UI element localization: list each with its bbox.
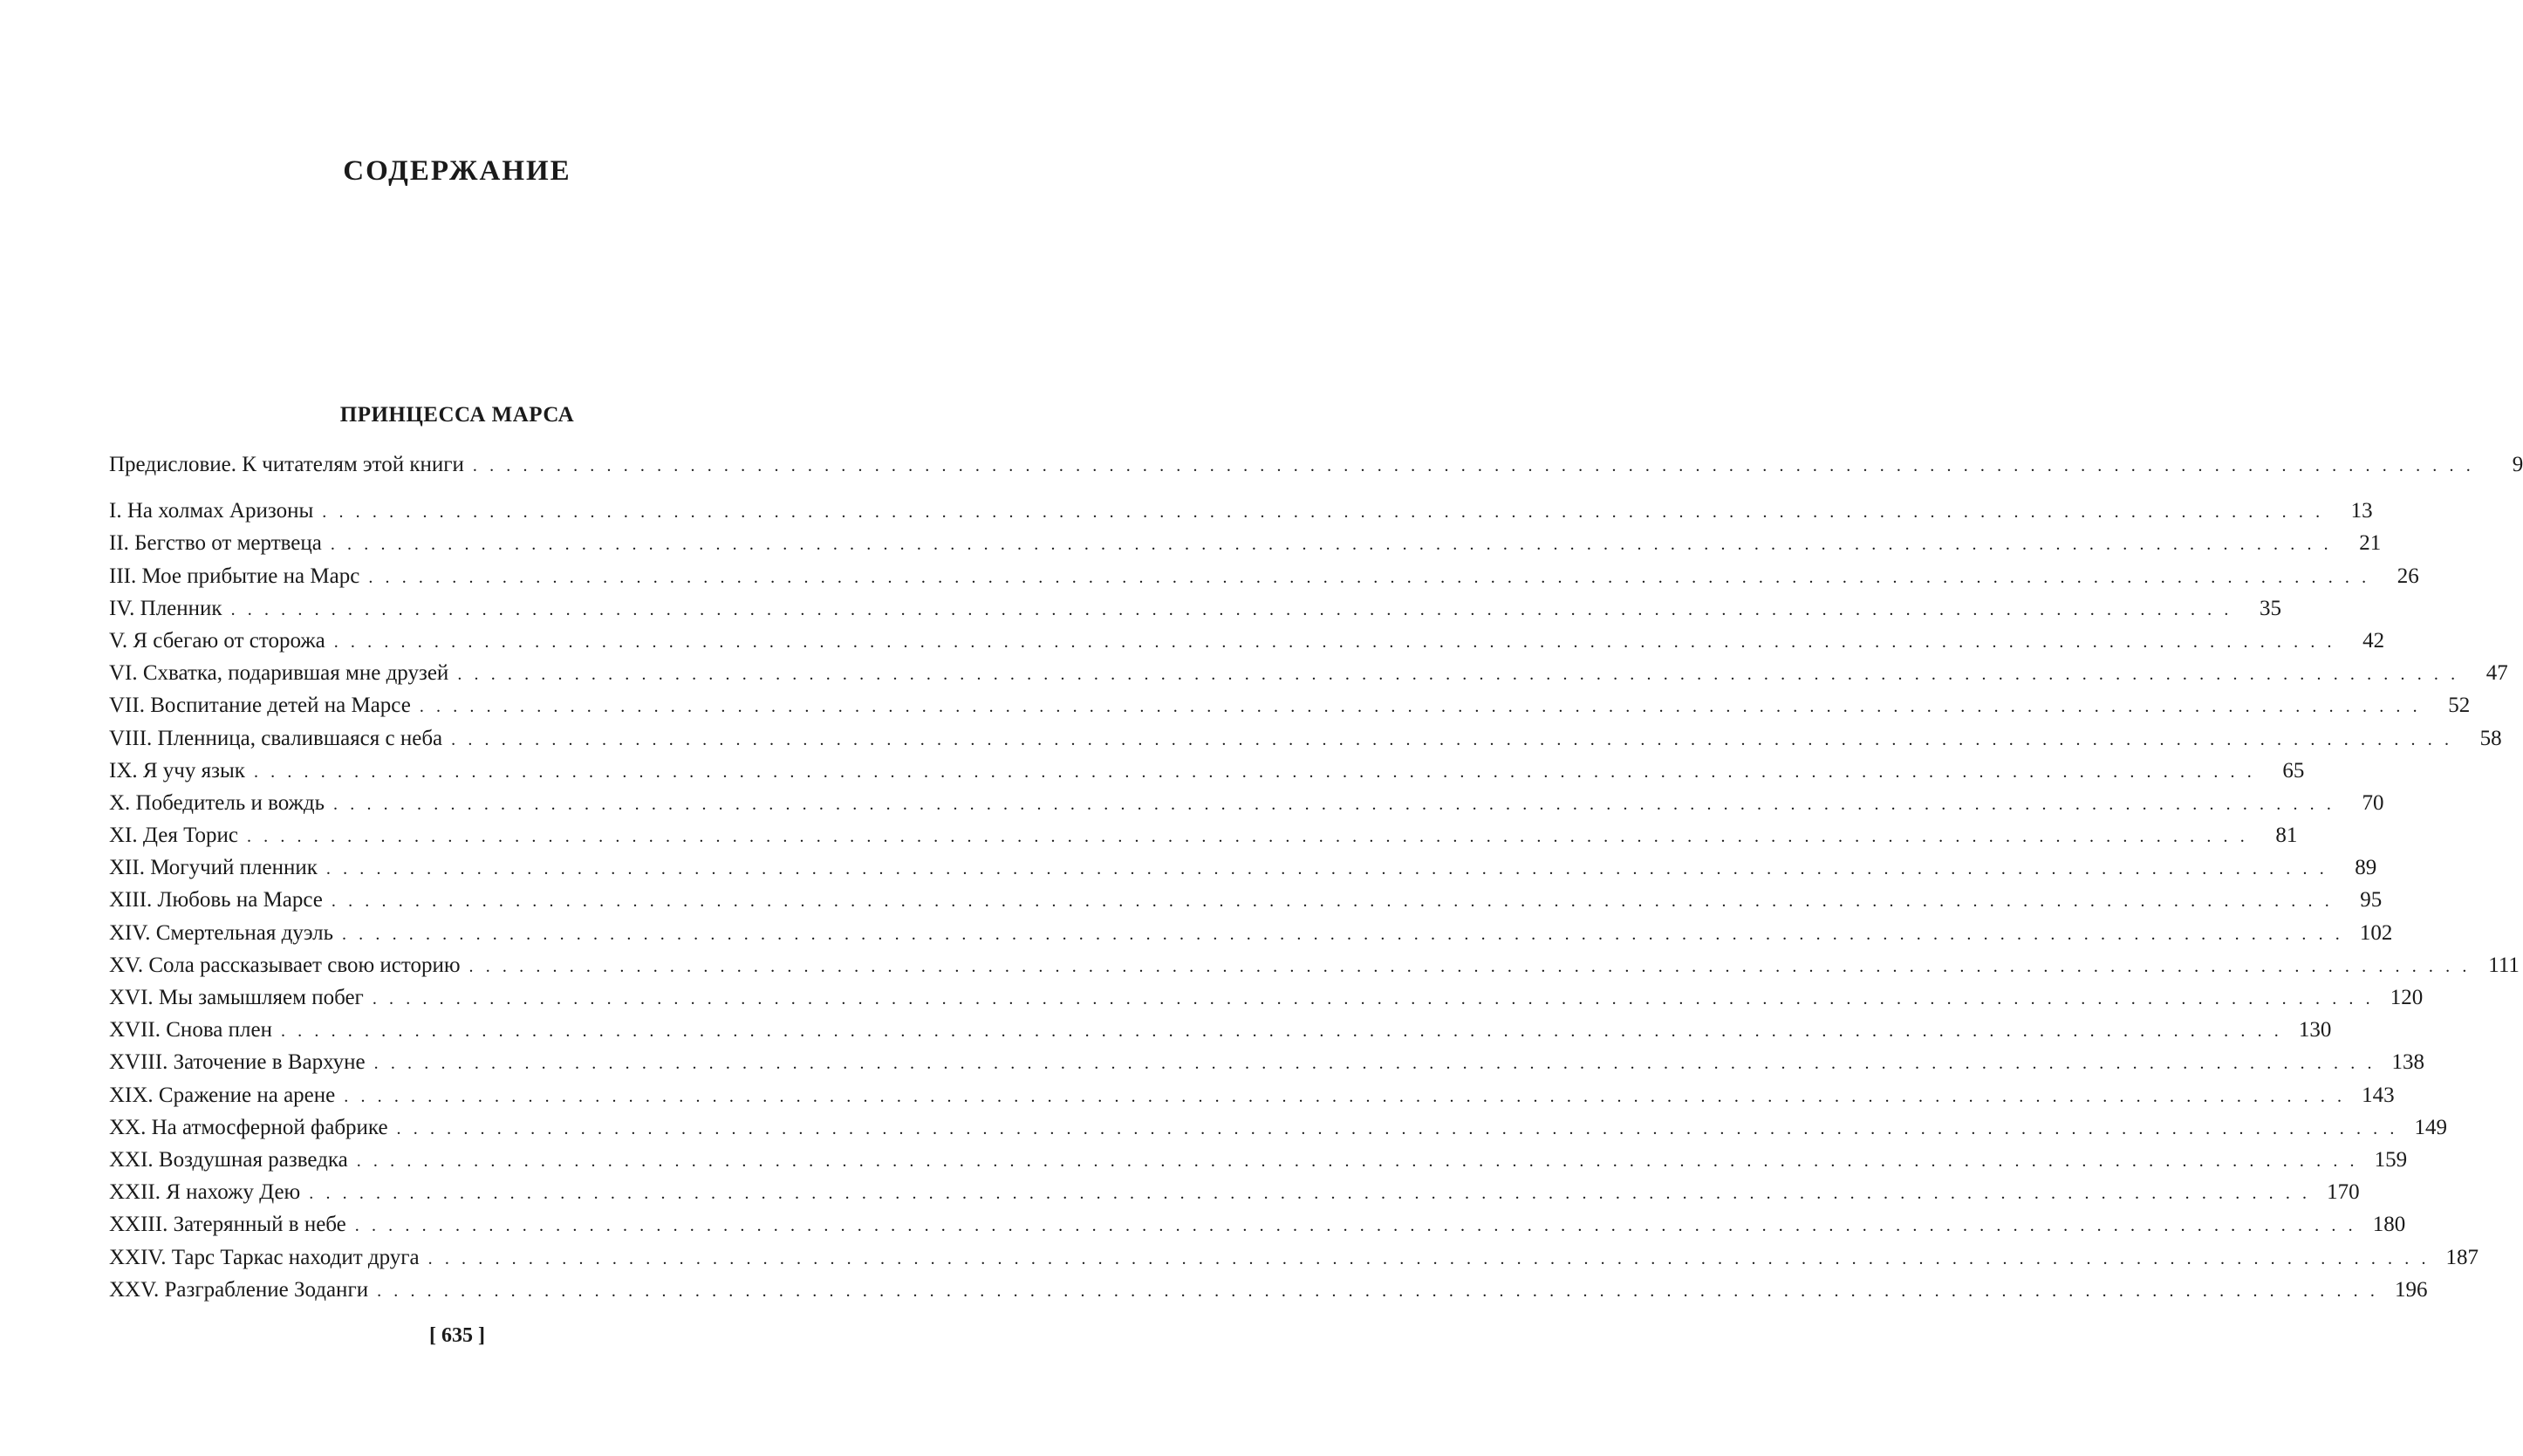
toc-entry [109, 1208, 2406, 1241]
toc-entry [109, 1176, 2360, 1208]
toc-entry-label: XIII. Любовь на Марсе [109, 888, 323, 913]
toc-entry [109, 851, 2377, 884]
toc-entry-page: 81 [2275, 824, 2298, 848]
toc-dot-leader: . . . . . . . . . . . . . . . . . . . . . . . . . . . . . . . . . . . . . . . . . . . . . . . . . . . . . . . . . . . . . . . . . . . . . . . . . . . . . . . . . . . . . . . . . . . . . . . . . . . . . . . . . . . . . . . . . . . . . . . . [377, 1281, 2379, 1301]
toc-entry-label: XXIII. Затерянный в небе [109, 1213, 346, 1237]
toc-entry-label: IX. Я учу язык [109, 758, 245, 783]
toc-entry-label: XII. Могучий пленник [109, 856, 318, 880]
toc-entry-page: 70 [2362, 790, 2384, 815]
toc-dot-leader: . . . . . . . . . . . . . . . . . . . . . . . . . . . . . . . . . . . . . . . . . . . . . . . . . . . . . . . . . . . . . . . . . . . . . . . . . . . . . . . . . . . . . . . . . . . . . . . . . . . . . . . . . . . . . . . . . . . . . . . . [230, 599, 2232, 619]
toc-entry-label: XXV. Разграбление Зоданги [109, 1277, 369, 1302]
toc-dot-leader: . . . . . . . . . . . . . . . . . . . . . . . . . . . . . . . . . . . . . . . . . . . . . . . . . . . . . . . . . . . . . . . . . . . . . . . . . . . . . . . . . . . . . . . . . . . . . . . . . . . . . . . . . . . . . . . . . . . . . . . . [330, 535, 2333, 555]
toc-entry-page: 35 [2259, 596, 2281, 620]
toc-entry-page: 170 [2327, 1180, 2360, 1205]
toc-entry-page: 180 [2372, 1213, 2406, 1237]
toc-entry-page: 111 [2488, 953, 2520, 977]
toc-entry-label: X. Победитель и вождь [109, 790, 325, 815]
toc-entry-label: XV. Сола рассказывает свою историю [109, 953, 461, 977]
toc-entry-label: XIV. Смертельная дуэль [109, 920, 333, 945]
toc-entry [109, 657, 2508, 689]
toc-entry-label: XVI. Мы замышляем побег [109, 986, 364, 1009]
toc-entry-label: XX. На атмосферной фабрике [109, 1115, 388, 1139]
toc-dot-leader: . . . . . . . . . . . . . . . . . . . . . . . . . . . . . . . . . . . . . . . . . . . . . . . . . . . . . . . . . . . . . . . . . . . . . . . . . . . . . . . . . . . . . . . . . . . . . . . . . . . . . . . . . . . . . . . . . . . . . . . . [325, 859, 2328, 879]
toc-entry [109, 1144, 2408, 1176]
toc-entry-page: 65 [2282, 758, 2305, 783]
toc-entry-page: 26 [2397, 564, 2419, 588]
toc-dot-leader: . . . . . . . . . . . . . . . . . . . . . . . . . . . . . . . . . . . . . . . . . . . . . . . . . . . . . . . . . . . . . . . . . . . . . . . . . . . . . . . . . . . . . . . . . . . . . . . . . . . . . . . . . . . . . . . . . . . . . . . . [396, 1118, 2398, 1138]
toc-entry [109, 592, 2281, 625]
toc-dot-leader: . . . . . . . . . . . . . . . . . . . . . . . . . . . . . . . . . . . . . . . . . . . . . . . . . . . . . . . . . . . . . . . . . . . . . . . . . . . . . . . . . . . . . . . . . . . . . . . . . . . . . . . . . . . . . . . . . . . . . . . . [468, 956, 2471, 976]
toc-dot-leader: . . . . . . . . . . . . . . . . . . . . . . . . . . . . . . . . . . . . . . . . . . . . . . . . . . . . . . . . . . . . . . . . . . . . . . . . . . . . . . . . . . . . . . . . . . . . . . . . . . . . . . . . . . . . . . . . . . . . . . . . [280, 1022, 2283, 1042]
toc-entry [109, 1241, 2479, 1274]
toc-entry-label: XXI. Воздушная разведка [109, 1147, 348, 1172]
toc-entry-page: 187 [2445, 1245, 2479, 1269]
toc-entry-label: VI. Схватка, подарившая мне друзей [109, 661, 449, 686]
toc-entry-label: XVIII. Заточение в Вархуне [109, 1050, 366, 1075]
toc-entry-label: Предисловие. К читателям этой книги [109, 453, 464, 476]
toc-entry [109, 1274, 2428, 1306]
toc-dot-leader: . . . . . . . . . . . . . . . . . . . . . . . . . . . . . . . . . . . . . . . . . . . . . . . . . . . . . . . . . . . . . . . . . . . . . . . . . . . . . . . . . . . . . . . . . . . . . . . . . . . . . . . . . . . . . . . . . . . . . . . . [457, 665, 2459, 685]
toc-dot-leader: . . . . . . . . . . . . . . . . . . . . . . . . . . . . . . . . . . . . . . . . . . . . . . . . . . . . . . . . . . . . . . . . . . . . . . . . . . . . . . . . . . . . . . . . . . . . . . . . . . . . . . . . . . . . . . . . . . . . . . . . [472, 456, 2475, 475]
toc-dot-leader: . . . . . . . . . . . . . . . . . . . . . . . . . . . . . . . . . . . . . . . . . . . . . . . . . . . . . . . . . . . . . . . . . . . . . . . . . . . . . . . . . . . . . . . . . . . . . . . . . . . . . . . . . . . . . . . . . . . . . . . . [341, 924, 2344, 944]
toc-entry [109, 755, 2305, 787]
toc-dot-leader: . . . . . . . . . . . . . . . . . . . . . . . . . . . . . . . . . . . . . . . . . . . . . . . . . . . . . . . . . . . . . . . . . . . . . . . . . . . . . . . . . . . . . . . . . . . . . . . . . . . . . . . . . . . . . . . . . . . . . . . . [344, 1086, 2346, 1106]
toc-entry-page: 58 [2479, 726, 2502, 750]
toc-dot-leader: . . . . . . . . . . . . . . . . . . . . . . . . . . . . . . . . . . . . . . . . . . . . . . . . . . . . . . . . . . . . . . . . . . . . . . . . . . . . . . . . . . . . . . . . . . . . . . . . . . . . . . . . . . . . . . . . . . . . . . . . [309, 1184, 2311, 1204]
toc-entry-page: 138 [2391, 1050, 2425, 1075]
toc-entry [109, 1079, 2395, 1111]
toc-entry-page: 42 [2362, 628, 2385, 653]
toc-entry-page: 13 [2350, 499, 2373, 523]
toc-entry-page: 159 [2374, 1147, 2408, 1172]
toc-dot-leader: . . . . . . . . . . . . . . . . . . . . . . . . . . . . . . . . . . . . . . . . . . . . . . . . . . . . . . . . . . . . . . . . . . . . . . . . . . . . . . . . . . . . . . . . . . . . . . . . . . . . . . . . . . . . . . . . . . . . . . . . [354, 1216, 2357, 1236]
toc-entry-label: V. Я сбегаю от сторожа [109, 628, 325, 653]
toc-dot-leader: . . . . . . . . . . . . . . . . . . . . . . . . . . . . . . . . . . . . . . . . . . . . . . . . . . . . . . . . . . . . . . . . . . . . . . . . . . . . . . . . . . . . . . . . . . . . . . . . . . . . . . . . . . . . . . . . . . . . . . . . [331, 892, 2334, 912]
toc-entry [109, 1111, 2447, 1144]
toc-dot-leader: . . . . . . . . . . . . . . . . . . . . . . . . . . . . . . . . . . . . . . . . . . . . . . . . . . . . . . . . . . . . . . . . . . . . . . . . . . . . . . . . . . . . . . . . . . . . . . . . . . . . . . . . . . . . . . . . . . . . . . . . [427, 1248, 2431, 1268]
toc-entry-label: XVII. Снова плен [109, 1018, 272, 1042]
toc-dot-leader: . . . . . . . . . . . . . . . . . . . . . . . . . . . . . . . . . . . . . . . . . . . . . . . . . . . . . . . . . . . . . . . . . . . . . . . . . . . . . . . . . . . . . . . . . . . . . . . . . . . . . . . . . . . . . . . . . . . . . . . . [419, 697, 2422, 717]
toc-entry-page: 149 [2414, 1115, 2447, 1139]
toc-dot-leader: . . . . . . . . . . . . . . . . . . . . . . . . . . . . . . . . . . . . . . . . . . . . . . . . . . . . . . . . . . . . . . . . . . . . . . . . . . . . . . . . . . . . . . . . . . . . . . . . . . . . . . . . . . . . . . . . . . . . . . . . [356, 1151, 2359, 1171]
page-title: СОДЕРЖАНИЕ [343, 155, 571, 187]
toc-entry [109, 625, 2385, 657]
toc-entry [109, 448, 2523, 481]
toc-dot-leader: . . . . . . . . . . . . . . . . . . . . . . . . . . . . . . . . . . . . . . . . . . . . . . . . . . . . . . . . . . . . . . . . . . . . . . . . . . . . . . . . . . . . . . . . . . . . . . . . . . . . . . . . . . . . . . . . . . . . . . . . [451, 729, 2453, 749]
toc-entry [109, 981, 2424, 1014]
section-title: ПРИНЦЕССА МАРСА [339, 403, 575, 427]
toc-entry-page: 196 [2394, 1277, 2428, 1302]
toc-entry [109, 787, 2384, 819]
toc-dot-leader: . . . . . . . . . . . . . . . . . . . . . . . . . . . . . . . . . . . . . . . . . . . . . . . . . . . . . . . . . . . . . . . . . . . . . . . . . . . . . . . . . . . . . . . . . . . . . . . . . . . . . . . . . . . . . . . . . . . . . . . . [372, 989, 2375, 1008]
toc-entry [109, 495, 2373, 527]
toc-entry-page: 130 [2298, 1018, 2332, 1042]
toc-entry-page: 21 [2359, 531, 2382, 556]
toc-entry-page: 102 [2359, 920, 2393, 945]
toc-dot-leader: . . . . . . . . . . . . . . . . . . . . . . . . . . . . . . . . . . . . . . . . . . . . . . . . . . . . . . . . . . . . . . . . . . . . . . . . . . . . . . . . . . . . . . . . . . . . . . . . . . . . . . . . . . . . . . . . . . . . . . . . [322, 502, 2324, 523]
toc-entry [109, 560, 2419, 592]
toc-entry-page: 143 [2362, 1083, 2395, 1107]
toc-entry [109, 819, 2298, 851]
toc-entry [109, 1046, 2425, 1078]
toc-entry [109, 722, 2502, 755]
toc-entry-label: II. Бегство от мертвеца [109, 531, 322, 556]
toc-entry-page: 95 [2360, 888, 2383, 913]
toc-dot-leader: . . . . . . . . . . . . . . . . . . . . . . . . . . . . . . . . . . . . . . . . . . . . . . . . . . . . . . . . . . . . . . . . . . . . . . . . . . . . . . . . . . . . . . . . . . . . . . . . . . . . . . . . . . . . . . . . . . . . . . . . [373, 1054, 2376, 1074]
toc-dot-leader: . . . . . . . . . . . . . . . . . . . . . . . . . . . . . . . . . . . . . . . . . . . . . . . . . . . . . . . . . . . . . . . . . . . . . . . . . . . . . . . . . . . . . . . . . . . . . . . . . . . . . . . . . . . . . . . . . . . . . . . . [333, 632, 2336, 652]
toc-entry-page: 47 [2485, 661, 2508, 686]
toc-dot-leader: . . . . . . . . . . . . . . . . . . . . . . . . . . . . . . . . . . . . . . . . . . . . . . . . . . . . . . . . . . . . . . . . . . . . . . . . . . . . . . . . . . . . . . . . . . . . . . . . . . . . . . . . . . . . . . . . . . . . . . . . [246, 827, 2249, 847]
toc-entry-page: 120 [2390, 986, 2424, 1009]
toc-entry-page: 52 [2448, 694, 2471, 718]
toc-entry-page: 89 [2355, 856, 2377, 880]
toc-entry-label: XXII. Я нахожу Дею [109, 1180, 301, 1205]
toc-entry [109, 949, 2520, 981]
toc-entry-label: IV. Пленник [109, 596, 222, 620]
toc-entry-label: III. Мое прибытие на Марс [109, 564, 360, 588]
toc-entry-page: 9 [2512, 453, 2523, 476]
toc-entry [109, 527, 2382, 559]
page-number: [ 635 ] [429, 1324, 485, 1347]
toc-entry-label: VII. Воспитание детей на Марсе [109, 694, 411, 718]
toc-entry [109, 689, 2471, 721]
toc-entry-label: XXIV. Тарс Таркас находит друга [109, 1245, 420, 1269]
toc-entry [109, 884, 2383, 916]
toc-dot-leader: . . . . . . . . . . . . . . . . . . . . . . . . . . . . . . . . . . . . . . . . . . . . . . . . . . . . . . . . . . . . . . . . . . . . . . . . . . . . . . . . . . . . . . . . . . . . . . . . . . . . . . . . . . . . . . . . . . . . . . . . [368, 567, 2370, 587]
toc-dot-leader: . . . . . . . . . . . . . . . . . . . . . . . . . . . . . . . . . . . . . . . . . . . . . . . . . . . . . . . . . . . . . . . . . . . . . . . . . . . . . . . . . . . . . . . . . . . . . . . . . . . . . . . . . . . . . . . . . . . . . . . . [333, 794, 2335, 814]
toc-entry-label: XI. Дея Торис [109, 824, 238, 848]
toc-entry [109, 1014, 2332, 1046]
table-of-contents [109, 448, 2523, 1306]
toc-entry [109, 917, 2393, 949]
toc-dot-leader: . . . . . . . . . . . . . . . . . . . . . . . . . . . . . . . . . . . . . . . . . . . . . . . . . . . . . . . . . . . . . . . . . . . . . . . . . . . . . . . . . . . . . . . . . . . . . . . . . . . . . . . . . . . . . . . . . . . . . . . . [253, 762, 2256, 782]
toc-entry-label: VIII. Пленница, свалившаяся с неба [109, 726, 443, 750]
toc-entry-label: I. На холмах Аризоны [109, 499, 314, 523]
toc-entry-label: XIX. Сражение на арене [109, 1083, 336, 1107]
